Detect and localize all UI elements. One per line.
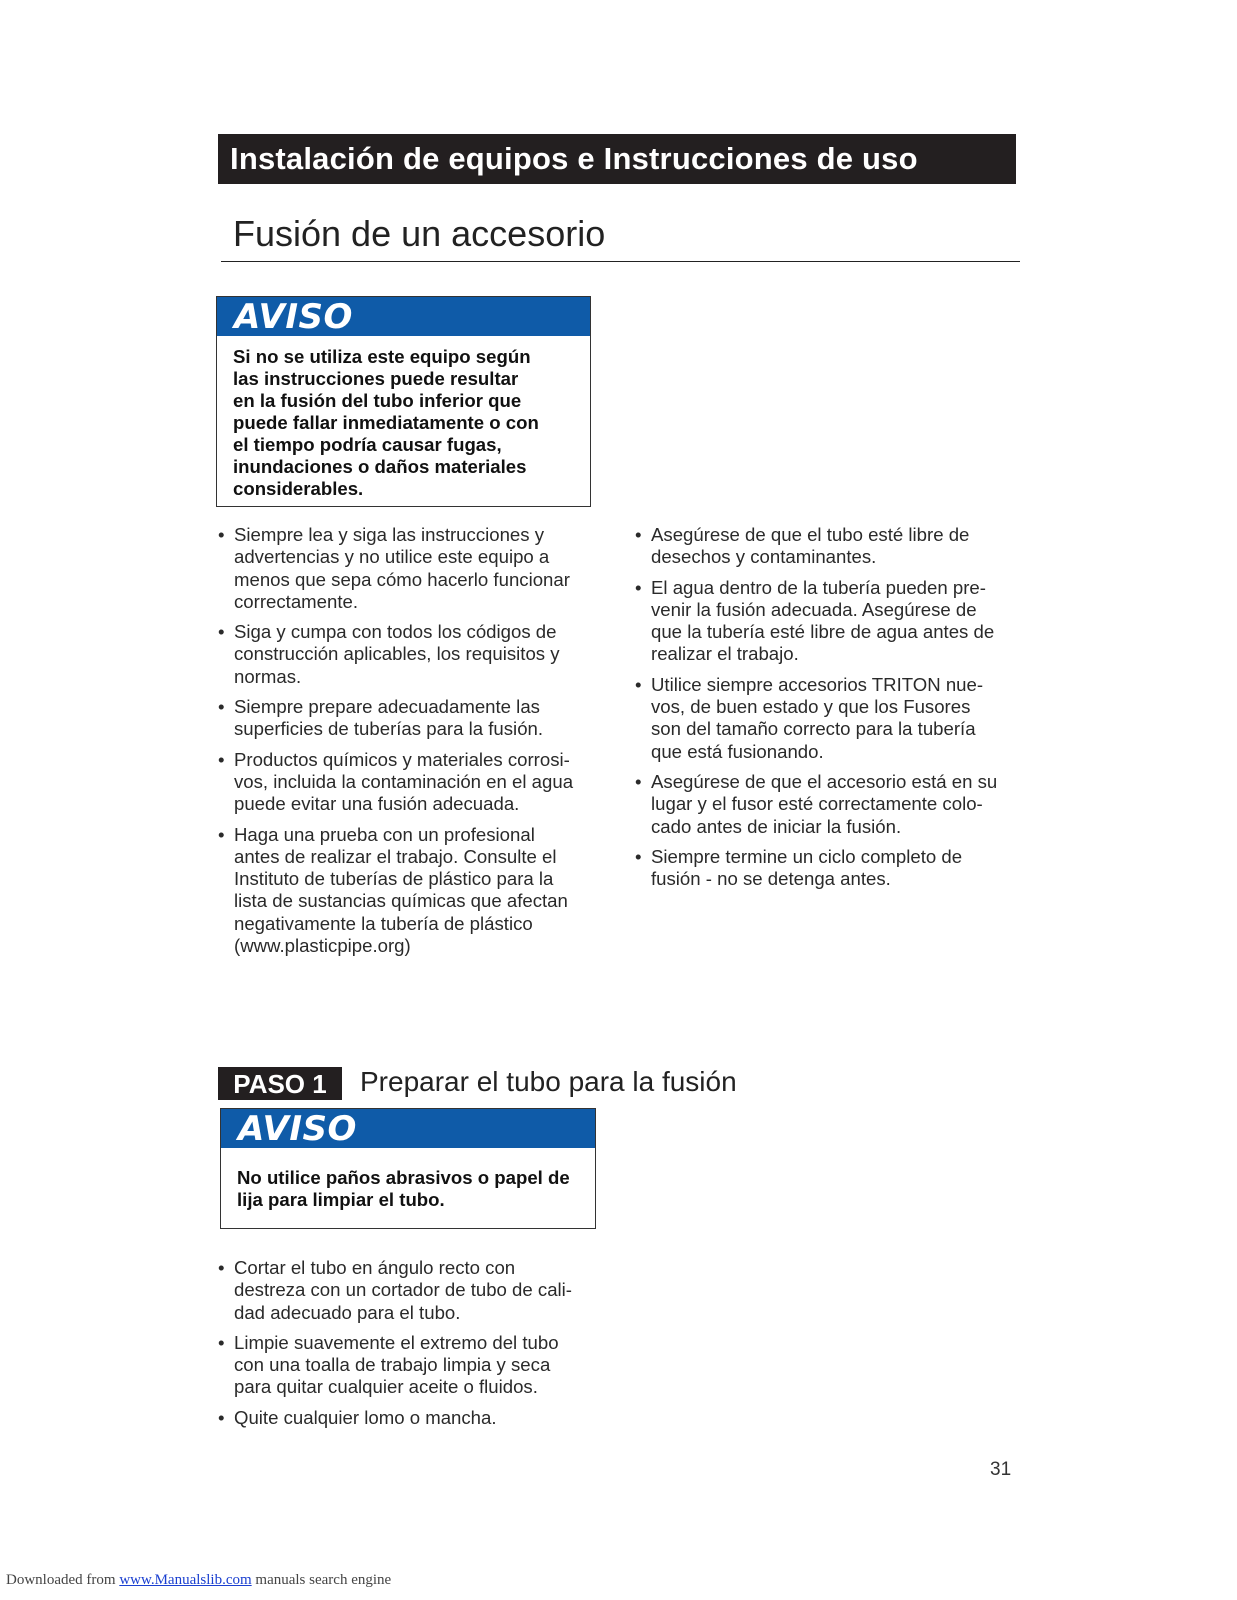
list-item [635, 771, 1020, 838]
list-item-line: (www.plasticpipe.org) [234, 935, 411, 957]
section-title-bar: Instalación de equipos e Instrucciones de uso [218, 134, 1016, 184]
warning-line: en la fusión del tubo inferior que [233, 390, 522, 411]
warning-text [217, 336, 590, 500]
warning-line: el tiempo podría causar fugas, [233, 434, 502, 455]
list-item-line: menos que sepa cómo hacerlo funcionar [234, 568, 570, 590]
footer-prefix: Downloaded from [6, 1572, 120, 1588]
list-item-line: • El agua dentro de la tubería pueden pre- [651, 576, 986, 598]
warning-line: las instrucciones puede resultar [233, 368, 519, 389]
step-badge: PASO 1 [218, 1067, 342, 1100]
list-item-line: • Utilice siempre accesorios TRITON nue- [651, 673, 984, 695]
list-item-line: son del tamaño correcto para la tubería [651, 718, 976, 740]
list-item-line: • Limpie suavemente el extremo del tubo [234, 1331, 559, 1353]
list-item-line: venir la fusión adecuada. Asegúrese de [651, 598, 977, 620]
list-item [218, 621, 598, 688]
list-item-line: construcción aplicables, los requisitos y [234, 643, 560, 665]
list-item-line: vos, incluida la contaminación en el agua [234, 770, 574, 792]
list-item-line: puede evitar una fusión adecuada. [234, 793, 520, 815]
list-item-line: que está fusionando. [651, 740, 824, 762]
list-item-line: correctamente. [234, 590, 359, 612]
list-item-line: • Siempre prepare adecuadamente las [234, 696, 540, 718]
list-item-line: superficies de tuberías para la fusión. [234, 718, 544, 740]
list-item-line: realizar el trabajo. [651, 643, 799, 665]
list-item-line: advertencias y no utilice este equipo a [234, 546, 550, 568]
warning-line: No utilice paños abrasivos o papel de [237, 1167, 570, 1188]
list-item-line: negativamente la tubería de plástico [234, 912, 533, 934]
step-bullet-list [218, 1257, 598, 1437]
manualslib-link[interactable]: www.Manualslib.com [119, 1572, 252, 1588]
page-number: 31 [990, 1459, 1012, 1480]
list-item-line: fusión - no se detenga antes. [651, 868, 891, 890]
list-item-line: normas. [234, 665, 302, 687]
page-title: Fusión de un accesorio [233, 213, 606, 254]
list-item-line: antes de realizar el trabajo. Consulte el [234, 845, 557, 867]
list-item [218, 1332, 598, 1399]
warning-line: inundaciones o daños materiales [233, 456, 527, 477]
warning-line: Si no se utiliza este equipo según [233, 346, 531, 367]
list-item-line: • Haga una prueba con un profesional [234, 823, 535, 845]
list-item [635, 524, 1020, 569]
list-item-line: Instituto de tuberías de plástico para la [234, 868, 554, 890]
list-item-line: • Siga y cumpa con todos los códigos de [234, 621, 557, 643]
warning-line: lija para limpiar el tubo. [237, 1189, 445, 1210]
list-item-line: para quitar cualquier aceite o fluidos. [234, 1376, 538, 1398]
title-divider [221, 261, 1020, 262]
list-item-line: • Siempre lea y siga las instrucciones y [234, 524, 545, 545]
warning-label: AVISO [221, 1109, 595, 1148]
list-item [218, 749, 598, 816]
list-item-line: dad adecuado para el tubo. [234, 1301, 461, 1323]
list-item-line: • Cortar el tubo en ángulo recto con [234, 1257, 516, 1278]
list-item [635, 674, 1020, 763]
list-item [218, 524, 598, 613]
list-item [218, 1407, 598, 1429]
list-item-line: cado antes de iniciar la fusión. [651, 815, 902, 837]
list-item-line: • Siempre termine un ciclo completo de [651, 845, 963, 867]
right-bullet-list [635, 524, 1020, 898]
list-item-line: vos, de buen estado y que los Fusores [651, 696, 971, 718]
list-item-line: • Asegúrese de que el accesorio está en su [651, 770, 998, 792]
left-bullet-list [218, 524, 598, 965]
list-item-line: destreza con un cortador de tubo de cali- [234, 1279, 572, 1301]
warning-text [221, 1148, 595, 1211]
list-item-line: lugar y el fusor esté correctamente colo- [651, 793, 983, 815]
warning-label: AVISO [217, 297, 590, 336]
list-item-line: con una toalla de trabajo limpia y seca [234, 1354, 551, 1376]
list-item [635, 846, 1020, 891]
list-item-line: • Productos químicos y materiales corrosi- [234, 748, 570, 770]
step-warning-box [220, 1108, 596, 1229]
list-item-line: que la tubería esté libre de agua antes de [651, 621, 995, 643]
list-item [218, 824, 598, 958]
step-title: Preparar el tubo para la fusión [360, 1066, 737, 1097]
list-item [218, 1257, 598, 1324]
warning-box [216, 296, 591, 507]
list-item [218, 696, 598, 741]
list-item-line: lista de sustancias químicas que afectan [234, 890, 568, 912]
footer [6, 1572, 391, 1589]
list-item-line: • Asegúrese de que el tubo esté libre de [651, 524, 970, 545]
warning-line: considerables. [233, 478, 364, 499]
list-item-line: • Quite cualquier lomo o mancha. [234, 1406, 497, 1428]
list-item [635, 577, 1020, 666]
list-item-line: desechos y contaminantes. [651, 546, 877, 568]
footer-suffix: manuals search engine [251, 1572, 392, 1588]
warning-line: puede fallar inmediatamente o con [233, 412, 539, 433]
